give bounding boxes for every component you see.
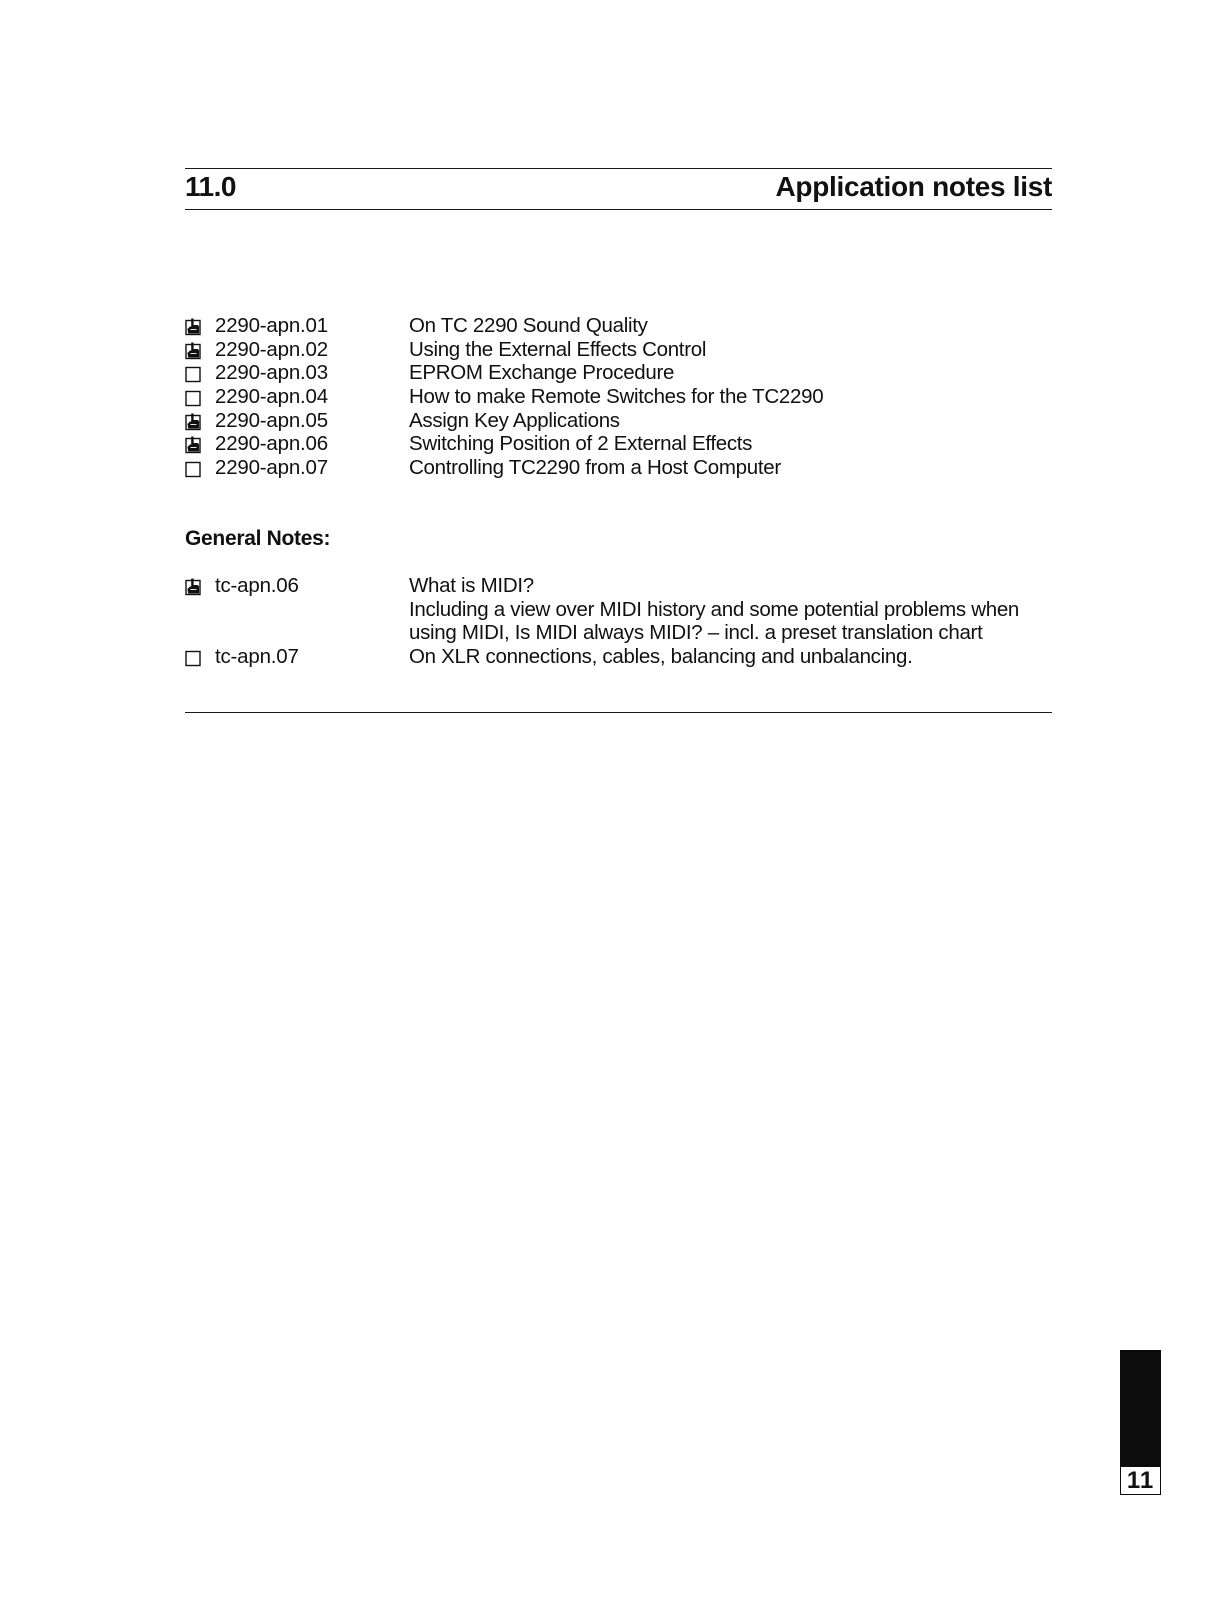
general-note-code: tc-apn.06	[215, 574, 299, 597]
application-notes-list	[185, 314, 1055, 480]
note-code: 2290-apn.05	[215, 408, 328, 432]
note-row	[185, 338, 1055, 362]
note-description: On TC 2290 Sound Quality	[409, 314, 648, 337]
note-code: 2290-apn.04	[215, 385, 328, 409]
note-code: 2290-apn.02	[215, 337, 328, 361]
hand-pointing-checkbox-icon	[185, 413, 203, 431]
hand-pointing-checkbox-icon	[185, 342, 203, 360]
general-note-line: using MIDI, Is MIDI always MIDI? – incl. a preset translation chart	[409, 621, 983, 645]
note-description: EPROM Exchange Procedure	[409, 361, 675, 385]
empty-checkbox-icon	[185, 389, 203, 407]
note-row	[185, 314, 1055, 338]
footer-rule	[185, 712, 1052, 713]
empty-checkbox-icon	[185, 649, 203, 667]
general-note-line: What is MIDI?	[409, 574, 534, 597]
section-number: 11.0	[185, 171, 236, 202]
general-note-description	[409, 574, 1055, 645]
empty-checkbox-icon	[185, 365, 203, 383]
note-code: 2290-apn.01	[215, 314, 328, 337]
general-note-item	[185, 645, 1055, 669]
note-description: Switching Position of 2 External Effects	[409, 432, 753, 456]
note-description: Using the External Effects Control	[409, 337, 707, 361]
note-code: 2290-apn.07	[215, 456, 328, 480]
general-note-line: On XLR connections, cables, balancing and unbalancing.	[409, 645, 913, 669]
header-bottom-rule	[185, 209, 1052, 210]
note-row	[185, 385, 1055, 409]
general-notes-heading: General Notes:	[185, 527, 331, 550]
empty-checkbox-icon	[185, 460, 203, 478]
note-description: Assign Key Applications	[409, 408, 620, 432]
chapter-tab-number: 11	[1120, 1466, 1161, 1495]
note-code: 2290-apn.03	[215, 361, 328, 385]
general-note-item	[185, 574, 1055, 645]
header-top-rule	[185, 168, 1052, 169]
hand-pointing-checkbox-icon	[185, 578, 203, 596]
note-row	[185, 456, 1055, 480]
note-description: Controlling TC2290 from a Host Computer	[409, 456, 781, 480]
note-description: How to make Remote Switches for the TC2290	[409, 385, 824, 409]
general-note-description	[409, 645, 1055, 669]
note-row	[185, 361, 1055, 385]
general-note-code: tc-apn.07	[215, 645, 299, 669]
hand-pointing-checkbox-icon	[185, 318, 203, 336]
note-code: 2290-apn.06	[215, 432, 328, 456]
general-note-line: Including a view over MIDI history and some potential problems when	[409, 597, 1020, 621]
general-notes-list	[185, 574, 1055, 669]
chapter-tab-bar	[1120, 1350, 1161, 1466]
page-title: Application notes list	[775, 171, 1052, 202]
note-row	[185, 432, 1055, 456]
note-row	[185, 409, 1055, 433]
hand-pointing-checkbox-icon	[185, 436, 203, 454]
